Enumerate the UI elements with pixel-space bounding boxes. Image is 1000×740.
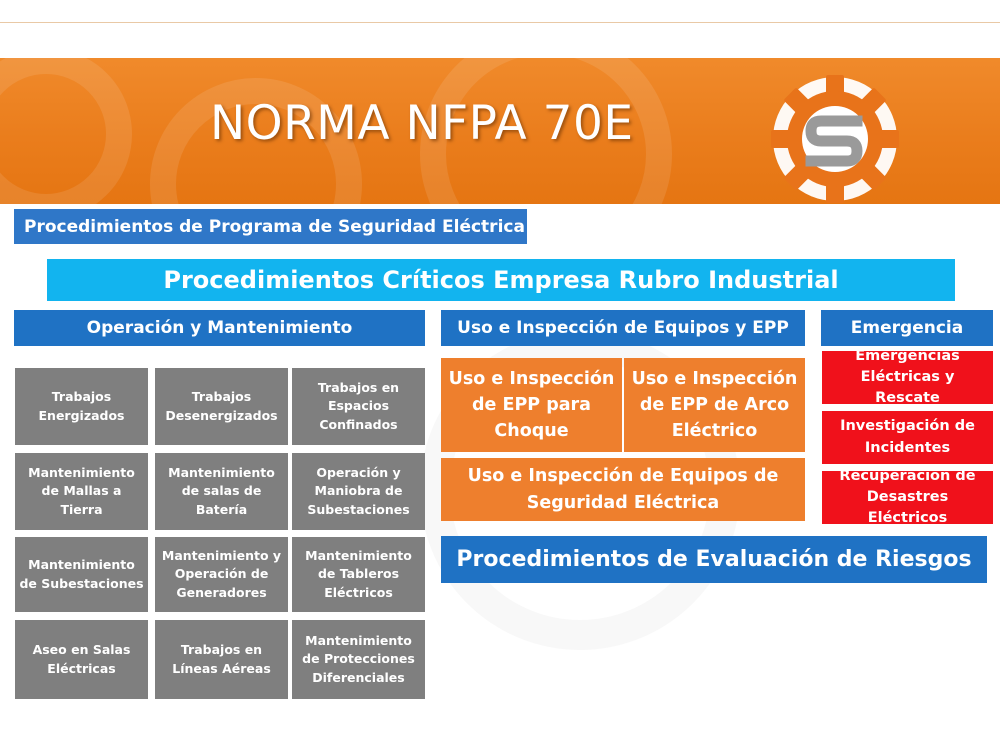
procedure-cell: Trabajos Energizados <box>15 368 148 445</box>
safety-equipment-box: Uso e Inspección de Equipos de Seguridad Eléctrica <box>441 458 805 521</box>
gear-s-logo-icon <box>760 64 910 214</box>
procedure-cell: Aseo en Salas Eléctricas <box>15 620 148 699</box>
procedure-cell: Mantenimiento de Mallas a Tierra <box>15 453 148 530</box>
critical-procedures-header: Procedimientos Críticos Empresa Rubro Industrial <box>47 259 955 301</box>
procedure-cell: Trabajos en Espacios Confinados <box>292 368 425 445</box>
equipment-epp-header: Uso e Inspección de Equipos y EPP <box>441 310 805 346</box>
procedure-cell: Operación y Maniobra de Subestaciones <box>292 453 425 530</box>
procedure-cell: Trabajos en Líneas Aéreas <box>155 620 288 699</box>
program-subtitle: Procedimientos de Programa de Seguridad Eléctrica <box>14 209 527 244</box>
procedure-cell: Mantenimiento de salas de Batería <box>155 453 288 530</box>
risk-evaluation-header: Procedimientos de Evaluación de Riesgos <box>441 536 987 583</box>
epp-arc-box: Uso e Inspección de EPP de Arco Eléctrico <box>624 358 805 452</box>
banner-gear-decoration <box>0 58 132 204</box>
epp-shock-box: Uso e Inspección de EPP para Choque <box>441 358 622 452</box>
operation-maintenance-header: Operación y Mantenimiento <box>14 310 425 346</box>
disaster-recovery-box: Recuperación de Desastres Eléctricos <box>822 471 993 524</box>
procedure-cell: Trabajos Desenergizados <box>155 368 288 445</box>
emergency-rescue-box: Emergencias Eléctricas y Rescate <box>822 351 993 404</box>
procedure-cell: Mantenimiento de Protecciones Diferenciales <box>292 620 425 699</box>
emergency-header: Emergencia <box>821 310 993 346</box>
top-divider <box>0 22 1000 23</box>
procedure-cell: Mantenimiento de Subestaciones <box>15 537 148 612</box>
page-title: NORMA NFPA 70E <box>210 96 634 151</box>
incident-investigation-box: Investigación de Incidentes <box>822 411 993 464</box>
procedure-cell: Mantenimiento y Operación de Generadores <box>155 537 288 612</box>
procedure-cell: Mantenimiento de Tableros Eléctricos <box>292 537 425 612</box>
